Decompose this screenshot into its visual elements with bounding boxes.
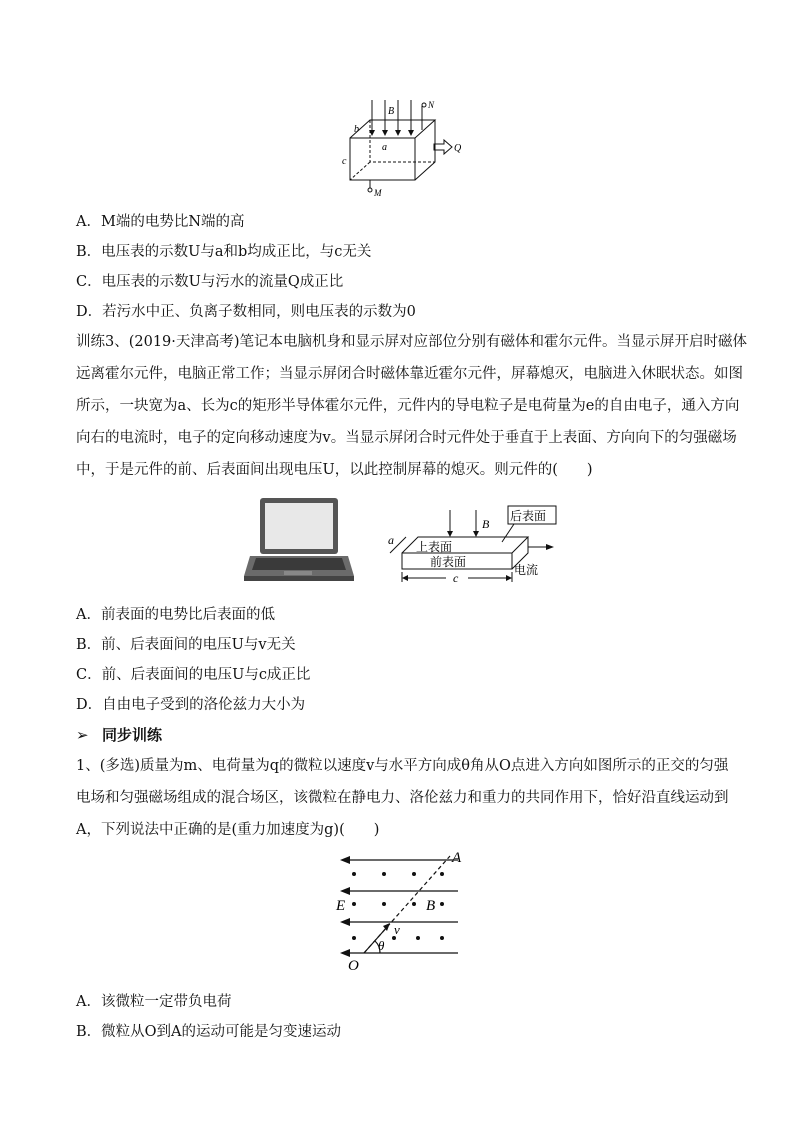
sync1-option-a: A．该微粒一定带负电荷 <box>76 994 232 1010</box>
section-heading <box>76 724 162 745</box>
q2-option-d: D．自由电子受到的洛伦兹力大小为 <box>76 697 306 713</box>
sync1-option-b: B．微粒从O到A的运动可能是匀变速运动 <box>76 1024 342 1040</box>
training3-line-4: 向右的电流时，电子的定向移动速度为v。当显示屏闭合时元件处于垂直于上表面、方向向下的匀强磁场 <box>76 430 737 446</box>
q1-option-a: A．M端的电势比N端的高 <box>76 214 245 230</box>
laptop-image <box>242 496 354 582</box>
q1-option-c: C．电压表的示数U与污水的流量Q成正比 <box>76 274 344 290</box>
training3-line-3: 所示，一块宽为a、长为c的矩形半导体霍尔元件，元件内的导电粒子是电荷量为e的自由电子，通入方向 <box>76 398 740 414</box>
label-Q: Q <box>454 143 462 154</box>
label-c: c <box>342 156 347 167</box>
training3-line-2: 远离霍尔元件，电脑正常工作；当显示屏闭合时磁体靠近霍尔元件，屏幕熄灭，电脑进入休眠状态。如图 <box>76 366 743 382</box>
sync1-line-2: 电场和匀强磁场组成的混合场区，该微粒在静电力、洛伦兹力和重力的共同作用下，恰好沿直线运动到 <box>76 790 729 806</box>
figure-hall-element <box>382 500 562 590</box>
label-B3: B <box>426 898 436 914</box>
label-a: a <box>382 142 387 153</box>
label-B2: B <box>482 517 490 531</box>
arrowhead-icon: ➢ <box>76 726 89 744</box>
label-current: 电流 <box>514 563 539 577</box>
training3-line-5: 中，于是元件的前、后表面间出现电压U，以此控制屏幕的熄灭。则元件的( ) <box>76 462 593 478</box>
q2-option-c: C．前、后表面间的电压U与c成正比 <box>76 667 311 683</box>
label-b: b <box>354 124 359 135</box>
label-A: A <box>452 850 462 866</box>
label-a2: a <box>388 533 394 547</box>
sync1-line-3: A，下列说法中正确的是(重力加速度为g)( ) <box>76 822 380 838</box>
label-N: N <box>428 100 435 110</box>
label-v: v <box>394 922 400 937</box>
label-c2: c <box>453 571 459 585</box>
q1-option-d: D．若污水中正、负离子数相同，则电压表的示数为0 <box>76 304 416 320</box>
label-theta: θ <box>378 938 385 953</box>
sync1-line-1: 1、(多选)质量为m、电荷量为q的微粒以速度v与水平方向成θ角从O点进入方向如图所示的正交的匀强 <box>76 758 729 774</box>
training3-line-1: 训练3、(2019·天津高考)笔记本电脑机身和显示屏对应部位分别有磁体和霍尔元件。当显示屏开启时磁体 <box>76 334 748 350</box>
q1-option-b: B．电压表的示数U与a和b均成正比，与c无关 <box>76 244 372 260</box>
q2-option-b: B．前、后表面间的电压U与v无关 <box>76 637 296 653</box>
figure-flowmeter <box>330 100 470 200</box>
section-title: 同步训练 <box>102 726 163 744</box>
label-top-surface: 上表面 <box>416 540 453 554</box>
figure-field-region <box>334 846 484 976</box>
label-front-surface: 前表面 <box>430 555 467 569</box>
label-M: M <box>374 188 382 198</box>
q2-option-a: A．前表面的电势比后表面的低 <box>76 607 275 623</box>
label-B: B <box>388 106 395 117</box>
label-O: O <box>348 958 359 974</box>
label-back-surface: 后表面 <box>510 509 547 523</box>
label-E: E <box>336 898 346 914</box>
